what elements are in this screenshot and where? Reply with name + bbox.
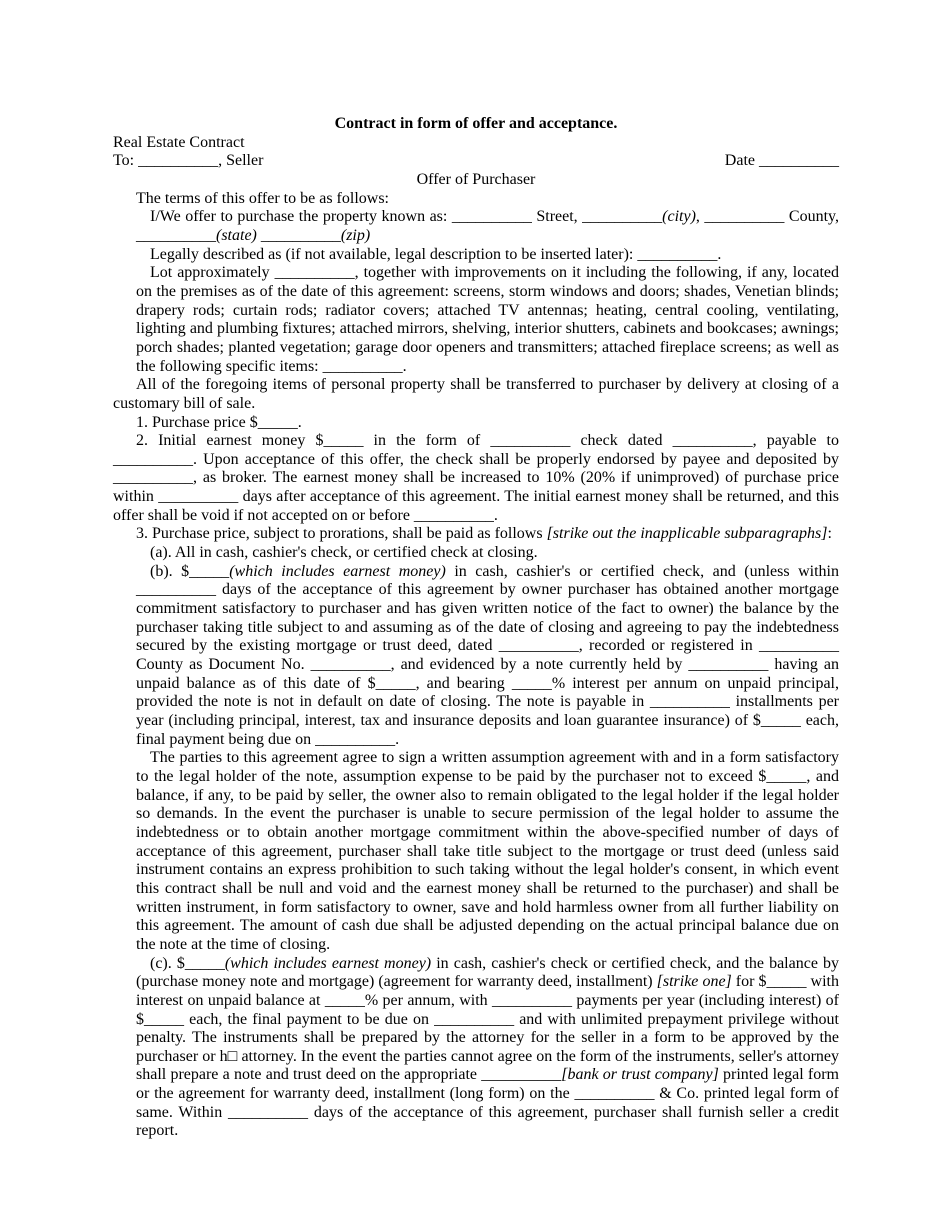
to-seller-line: To: __________, Seller xyxy=(113,152,264,170)
body-text: The terms of this offer to be as follows: xyxy=(136,189,389,207)
document-heading: Real Estate Contract xyxy=(113,133,245,151)
paragraph xyxy=(136,544,839,563)
body-text: All of the foregoing items of personal property shall be transferred to purchaser by delivery at closing of a customary bill of sale. xyxy=(113,376,839,412)
body-text: Legally described as (if not available, legal description to be inserted later): __________. xyxy=(150,245,722,263)
paragraph xyxy=(136,563,839,750)
body-text: Lot approximately __________, together with improvements on it including the following, if any, located on the premises as of the date of this agreement: screens, storm windows and doors; shades, Venetian blinds; drapery rods; curtain rods; radiator covers; attached TV antennas; heating, central cooling, ventilating, lighting and plumbing fixtures; attached mirrors, shelving, interior shutters, cabinets and bookcases; awnings; porch shades; planted vegetation; garage door openers and transmitters; attached fireplace screens; as well as the following specific items: __________. xyxy=(136,264,839,375)
body-text: __________ xyxy=(256,226,341,244)
body-text: (b). $_____ xyxy=(150,562,230,580)
body-text: 1. Purchase price $_____. xyxy=(136,413,302,431)
paragraph xyxy=(113,525,839,544)
body-text: for $_____ with interest on unpaid balance at _____% per annum, with __________ payments per year (including interest) of $_____ each, the final payment to be due on __________ and with unlimited prepayment privilege without penalty. The instruments shall be prepared by the attorney for the seller in a form to be approved by the purchaser or h□ attorney. In the event the parties cannot agree on the form of the instruments, seller's attorney shall prepare a note and trust deed on the appropriate __________ xyxy=(136,973,839,1084)
italic-text: [strike out the inapplicable subparagraphs] xyxy=(546,525,828,543)
body-text: The parties to this agreement agree to sign a written assumption agreement with and in a form satisfactory to the legal holder of the note, assumption expense to be paid by the purchaser not to exceed $_____, and balance, if any, to be paid by seller, the owner also to remain obligated to the legal holder if the legal holder so demands. In the event the purchaser is unable to secure permission of the legal holder to assume the indebtedness or to obtain another mortgage commitment within the above-specified number of days of acceptance of this agreement, purchaser shall take title subject to the mortgage or trust deed (unless said instrument contains an express prohibition to such taking without the legal holder's consent, in which event this contract shall be null and void and the earnest money shall be returned to the purchaser) and shall be written instrument, in form satisfactory to owner, save and hold harmless owner from all further liability on this agreement. The amount of cash due shall be adjusted depending on the actual principal balance due on the note at the time of closing. xyxy=(136,749,839,953)
italic-text: [bank or trust company] xyxy=(561,1066,719,1084)
italic-text: (state) xyxy=(216,226,257,244)
contract-document xyxy=(113,115,839,1141)
italic-text: (which includes earnest money) xyxy=(224,954,432,972)
body-text: (c). $_____ xyxy=(150,954,225,972)
italic-text: (which includes earnest money) xyxy=(229,562,446,580)
document-body xyxy=(113,190,839,1141)
paragraph xyxy=(136,264,839,376)
body-text: in cash, cashier's check or certified check, and the balance by (purchase money note and mortgage) (agreement for warranty deed, installment) xyxy=(136,954,840,991)
document-title: Contract in form of offer and acceptance. xyxy=(334,115,618,132)
body-text: I/We offer to purchase the property known as: __________ Street, __________ xyxy=(150,208,663,226)
body-text: (a). All in cash, cashier's check, or certified check at closing. xyxy=(150,544,538,562)
document-subtitle: Offer of Purchaser xyxy=(416,170,536,188)
body-text: : xyxy=(827,525,832,543)
date-line: Date __________ xyxy=(724,152,839,170)
italic-text: (city) xyxy=(662,208,696,226)
paragraph xyxy=(136,246,839,265)
paragraph xyxy=(136,955,839,1142)
italic-text: [strike one] xyxy=(656,973,732,991)
paragraph xyxy=(136,749,839,954)
paragraph xyxy=(136,208,839,245)
italic-text: (zip) xyxy=(340,226,371,244)
paragraph xyxy=(113,190,839,209)
to-date-row xyxy=(113,152,839,171)
body-text: , __________ County, __________ xyxy=(136,208,839,244)
paragraph xyxy=(113,414,839,433)
body-text: in cash, cashier's or certified check, and (unless within __________ days of the acceptance of this agreement by owner purchaser has obtained another mortgage commitment satisfactory to purchaser and has given written notice of the fact to owner) the balance by the purchaser taking title subject to and assuming as of the date of closing and agreeing to pay the indebtedness secured by the existing mortgage or trust deed, dated __________, recorded or registered in __________ County as Document No. __________, and evidenced by a note currently held by __________ having an unpaid balance as of this date of $_____, and bearing _____% interest per annum on unpaid principal, provided the note is not in default on date of closing. The note is payable in __________ installments per year (including principal, interest, tax and insurance deposits and loan guarantee insurance) of $_____ each, final payment being due on __________. xyxy=(136,562,839,748)
body-text: 3. Purchase price, subject to prorations, shall be paid as follows xyxy=(136,525,547,543)
body-text: 2. Initial earnest money $_____ in the form of __________ check dated __________, payable to __________. Upon acceptance of this offer, the check shall be properly endorsed by payee and deposited by __________, as broker. The earnest money shall be increased to 10% (20% if unimproved) of purchase price within __________ days after acceptance of this agreement. The initial earnest money shall be returned, and this offer shall be void if not accepted on or before __________. xyxy=(113,432,839,524)
paragraph xyxy=(113,432,839,525)
paragraph xyxy=(113,376,839,413)
body-text: printed legal form or the agreement for warranty deed, installment (long form) on the __________ & Co. printed legal form of same. Within __________ days of the acceptance of this agreement, purchaser shall furnish seller a credit report. xyxy=(136,1066,839,1140)
